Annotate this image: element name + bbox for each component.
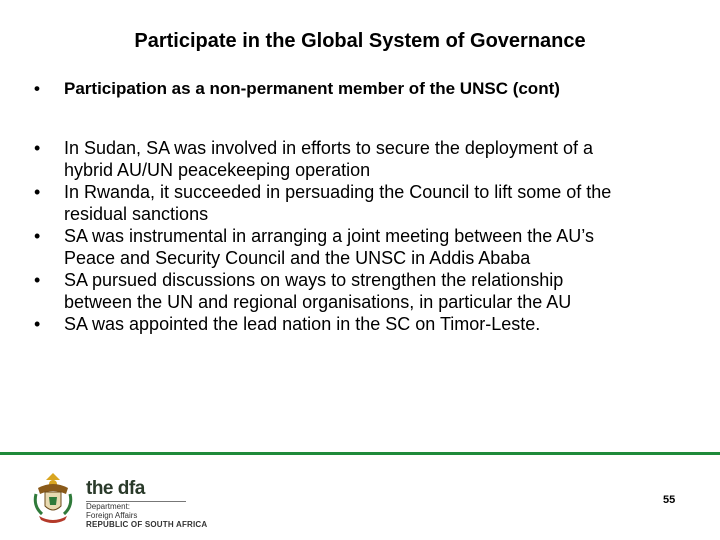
- list-item-text: [64, 313, 540, 335]
- list-item-line: Peace and Security Council and the UNSC in Addis Ababa: [64, 248, 531, 268]
- list-item: [34, 313, 684, 335]
- bullet-list: [34, 137, 684, 335]
- heading-bullet: [34, 79, 694, 99]
- page-number: 55: [663, 494, 676, 506]
- list-item: [34, 225, 684, 269]
- bullet-dot: •: [34, 314, 41, 334]
- bullet-dot: •: [34, 182, 41, 202]
- slide-title: Participate in the Global System of Governance: [134, 30, 586, 52]
- list-item: [34, 269, 684, 313]
- list-item-line: SA pursued discussions on ways to strengthen the relationship: [64, 270, 564, 290]
- department-name: Foreign Affairs: [86, 511, 138, 520]
- department-label: Department:: [86, 502, 131, 511]
- list-item-text: [64, 225, 594, 269]
- list-item: [34, 137, 684, 181]
- logo-wordmark: the dfa: [86, 478, 186, 502]
- list-item-line: residual sanctions: [64, 204, 209, 224]
- list-item-line: In Rwanda, it succeeded in persuading the Council to lift some of the: [64, 182, 612, 202]
- list-item: [34, 181, 684, 225]
- country-name: REPUBLIC OF SOUTH AFRICA: [86, 520, 208, 529]
- list-item-text: [64, 269, 571, 313]
- list-item-text: [64, 137, 593, 181]
- bullet-dot: •: [34, 138, 41, 158]
- heading-bullet-text: Participation as a non-permanent member of the UNSC (cont): [64, 79, 560, 98]
- list-item-line: SA was instrumental in arranging a joint meeting between the AU’s: [64, 226, 594, 246]
- list-item-line: SA was appointed the lead nation in the SC on Timor-Leste.: [64, 314, 541, 334]
- list-item-line: In Sudan, SA was involved in efforts to secure the deployment of a: [64, 138, 593, 158]
- list-item-line: between the UN and regional organisations, in particular the AU: [64, 292, 572, 312]
- list-item-text: [64, 181, 611, 225]
- list-item-line: hybrid AU/UN peacekeeping operation: [64, 160, 371, 180]
- bullet-dot: •: [34, 270, 41, 290]
- bullet-dot: •: [34, 226, 41, 246]
- coat-of-arms-icon: [30, 470, 76, 526]
- bullet-dot: •: [34, 79, 40, 98]
- footer-divider: [0, 452, 720, 455]
- dfa-logo: [86, 478, 207, 529]
